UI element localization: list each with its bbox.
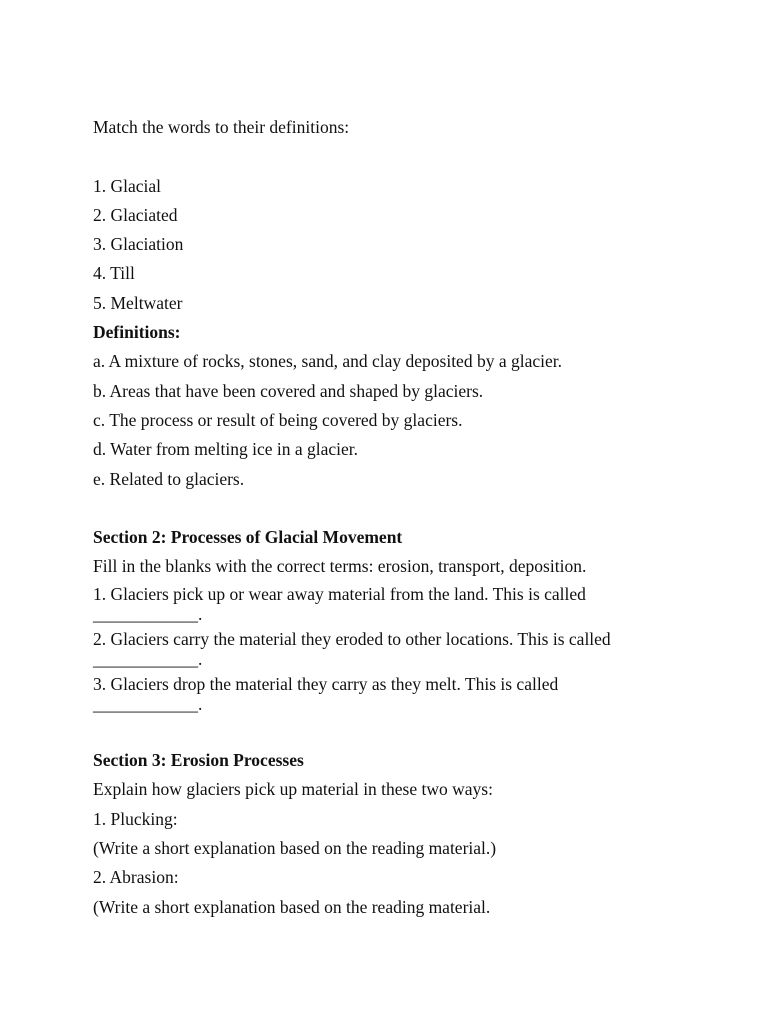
erosion-item-prompt: (Write a short explanation based on the reading material. (93, 896, 491, 917)
worksheet-page (93, 115, 653, 924)
section3-heading: Section 3: Erosion Processes (93, 750, 304, 771)
fill-blank-item: 2. Glaciers carry the material they eroded to other locations. This is called ____________. (93, 628, 611, 669)
fill-blank-item: 1. Glaciers pick up or wear away material from the land. This is called ____________. (93, 583, 586, 624)
section2-instruction: Fill in the blanks with the correct terms: erosion, transport, deposition. (93, 556, 587, 577)
definitions-heading: Definitions: (93, 322, 181, 343)
spacer (93, 719, 653, 748)
word-item: 2. Glaciated (93, 204, 178, 225)
word-item: 5. Meltwater (93, 292, 183, 313)
definition-item: d. Water from melting ice in a glacier. (93, 439, 359, 460)
fill-blank-item: 3. Glaciers drop the material they carry as they melt. This is called ____________. (93, 673, 559, 714)
erosion-item-prompt: (Write a short explanation based on the reading material.) (93, 837, 497, 858)
erosion-item-label: 1. Plucking: (93, 808, 178, 829)
word-item: 3. Glaciation (93, 234, 184, 255)
spacer (93, 144, 653, 173)
section3-instruction: Explain how glaciers pick up material in these two ways: (93, 779, 493, 800)
word-item: 4. Till (93, 263, 135, 284)
definition-item: b. Areas that have been covered and shaped by glaciers. (93, 380, 484, 401)
word-item: 1. Glacial (93, 175, 162, 196)
intro-text: Match the words to their definitions: (93, 117, 350, 137)
definition-item: c. The process or result of being covered by glaciers. (93, 409, 463, 430)
spacer (93, 496, 653, 525)
erosion-item-label: 2. Abrasion: (93, 867, 179, 888)
section2-heading: Section 2: Processes of Glacial Movement (93, 527, 403, 548)
definition-item: a. A mixture of rocks, stones, sand, and clay deposited by a glacier. (93, 351, 562, 372)
definition-item: e. Related to glaciers. (93, 468, 245, 489)
